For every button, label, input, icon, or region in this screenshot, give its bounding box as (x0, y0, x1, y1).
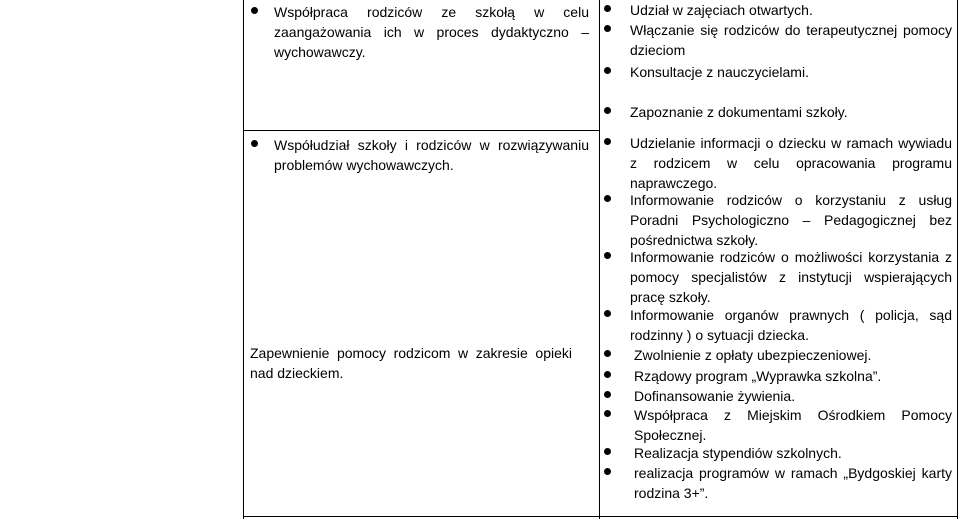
right-item-6 (604, 190, 954, 250)
right-item-11 (604, 386, 954, 406)
bullet-icon (604, 252, 611, 259)
bullet-icon (604, 448, 611, 455)
bullet-icon (604, 468, 611, 475)
row-divider-1 (243, 130, 600, 131)
bullet-icon (604, 107, 611, 114)
right-item-3 (604, 62, 954, 82)
table-border-bottom (243, 516, 958, 517)
bullet-icon (604, 67, 611, 74)
bullet-icon (604, 371, 611, 378)
right-item-14-text: realizacja programów w ramach „Bydgoskiej karty rodzina 3+”. (634, 465, 952, 501)
right-item-14 (604, 463, 954, 503)
right-item-9 (604, 345, 954, 365)
bullet-icon (604, 410, 611, 417)
right-item-13 (604, 443, 954, 463)
right-item-2-text: Włączanie się rodziców do terapeutycznej pomocy dzieciom (630, 22, 952, 58)
right-item-4 (604, 102, 954, 122)
right-item-12 (604, 405, 954, 445)
table-border-left (243, 0, 244, 519)
right-item-1 (604, 0, 954, 20)
bullet-icon (604, 310, 611, 317)
left-item-care-assistance: Zapewnienie pomocy rodzicom w zakresie opieki nad dzieckiem. (250, 345, 572, 381)
column-divider (599, 0, 600, 519)
bullet-icon (604, 195, 611, 202)
bullet-icon (604, 391, 611, 398)
bullet-icon (604, 350, 611, 357)
right-item-13-text: Realizacja stypendiów szkolnych. (634, 445, 842, 461)
bullet-icon (604, 138, 611, 145)
bullet-icon (251, 7, 258, 14)
right-item-11-text: Dofinansowanie żywienia. (634, 388, 796, 404)
left-item-shared-problems-text: Współudział szkoły i rodziców w rozwiązywaniu problemów wychowawczych. (274, 137, 589, 173)
right-item-6-text: Informowanie rodziców o korzystaniu z usług Poradni Psychologiczno – Pedagogicznej bez pośrednictwa szkoły. (630, 192, 952, 248)
right-item-12-text: Współpraca z Miejskim Ośrodkiem Pomocy Społecznej. (634, 407, 952, 443)
right-item-10-text: Rządowy program „Wyprawka szkolna”. (634, 368, 882, 384)
bullet-icon (251, 140, 258, 147)
right-item-1-text: Udział w zajęciach otwartych. (630, 2, 813, 18)
right-item-10 (604, 366, 954, 386)
right-item-5 (604, 133, 954, 193)
right-item-9-text: Zwolnienie z opłaty ubezpieczeniowej. (634, 347, 872, 363)
bullet-icon (604, 25, 611, 32)
right-item-4-text: Zapoznanie z dokumentami szkoły. (630, 104, 848, 120)
right-item-3-text: Konsultacje z nauczycielami. (630, 64, 809, 80)
right-item-5-text: Udzielanie informacji o dziecku w ramach wywiadu z rodzicem w celu opracowania programu naprawczego. (630, 135, 952, 191)
right-item-7-text: Informowanie rodziców o możliwości korzystania z pomocy specjalistów z instytucji wspierających pracę szkoły. (630, 249, 952, 305)
left-item-cooperation-text: Współpraca rodziców ze szkołą w celu zaangażowania ich w proces dydaktyczno – wychowawczy. (274, 4, 589, 60)
table-border-right (957, 0, 958, 519)
right-item-2 (604, 20, 954, 60)
bullet-icon (604, 5, 611, 12)
left-item-cooperation (251, 2, 591, 62)
left-item-shared-problems (251, 135, 591, 175)
right-item-8-text: Informowanie organów prawnych ( policja, sąd rodzinny ) o sytuacji dziecka. (630, 307, 952, 343)
right-item-8 (604, 305, 954, 345)
right-item-7 (604, 247, 954, 307)
